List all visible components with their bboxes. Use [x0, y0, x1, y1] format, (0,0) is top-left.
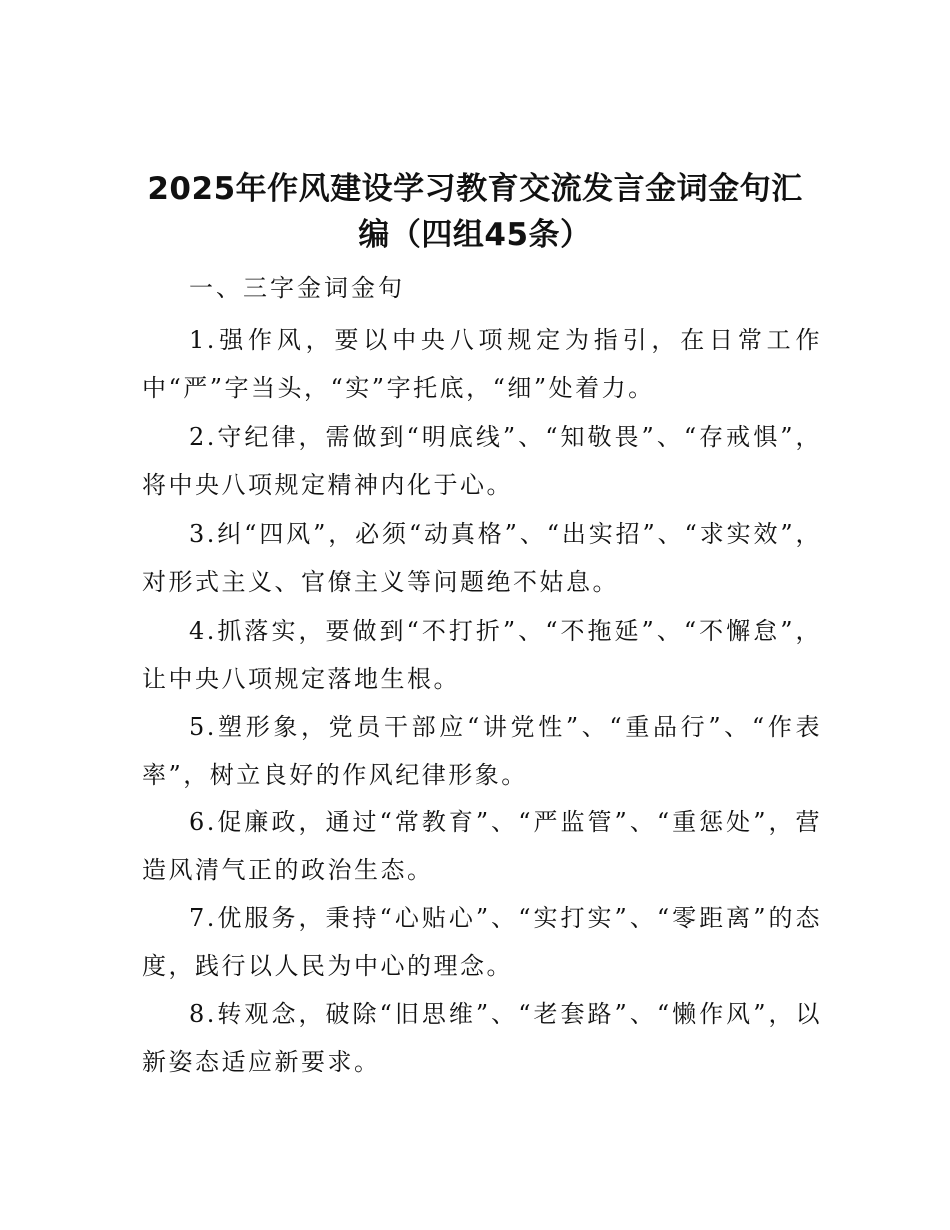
list-item-8: 8.转观念，破除“旧思维”、“老套路”、“懒作风”，以新姿态适应新要求。 [142, 1000, 822, 1076]
list-item-6: 6.促廉政，通过“常教育”、“严监管”、“重惩处”，营造风清气正的政治生态。 [142, 808, 822, 884]
document-title [100, 166, 850, 258]
document-title-line-2: 编（四组45条） [358, 217, 592, 253]
document-title-line-1: 2025年作风建设学习教育交流发言金词金句汇 [147, 171, 803, 207]
list-item-5: 5.塑形象，党员干部应“讲党性”、“重品行”、“作表率”，树立良好的作风纪律形象。 [142, 713, 822, 789]
list-item-2: 2.守纪律，需做到“明底线”、“知敬畏”、“存戒惧”，将中央八项规定精神内化于心。 [142, 423, 822, 499]
list-item-4: 4.抓落实，要做到“不打折”、“不拖延”、“不懈怠”，让中央八项规定落地生根。 [142, 617, 822, 693]
list-item-7: 7.优服务，秉持“心贴心”、“实打实”、“零距离”的态度，践行以人民为中心的理念。 [142, 904, 822, 980]
list-item-3: 3.纠“四风”，必须“动真格”、“出实招”、“求实效”，对形式主义、官僚主义等问题绝不姑息。 [142, 520, 822, 596]
list-item-1: 1.强作风，要以中央八项规定为指引，在日常工作中“严”字当头，“实”字托底，“细”处着力。 [142, 326, 822, 402]
section-heading: 一、三字金词金句 [189, 274, 405, 302]
